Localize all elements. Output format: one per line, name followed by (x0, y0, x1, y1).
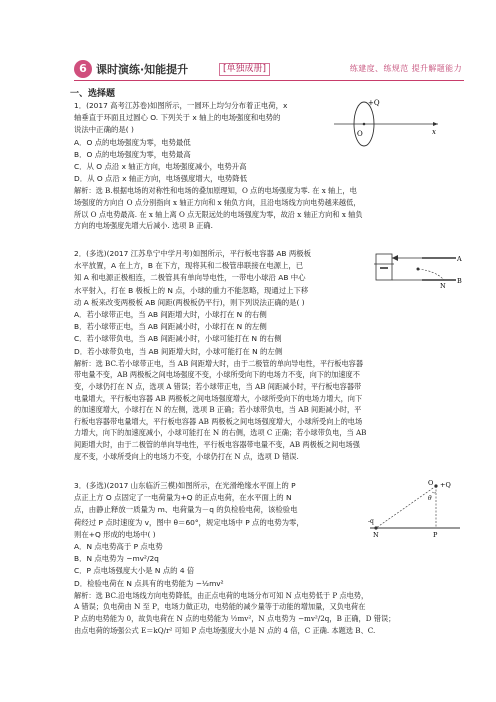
axis-label: x (432, 128, 436, 136)
charge-dot (434, 484, 437, 487)
theta-label: θ (428, 495, 432, 502)
q2-analysis-line: 行板电容器带电量增大，平行板电容器 AB 两极板之间电场强度增大，小球所受向上的电场 (74, 416, 363, 426)
q1-stem-line: 说法中正确的是( ) (74, 125, 134, 135)
point-charge-figure (366, 478, 466, 540)
ring-charge-figure (334, 96, 444, 158)
charge-q-label: -q (368, 518, 374, 525)
q2-analysis-line: 度不变，小球所受向上的电场力不变，小球仍打在 N 点，选项 D 错误. (74, 451, 299, 461)
q2-stem-line: 知 A 和电源正极相连，二极管具有单向导电性，一带电小球沿 AB 中心 (74, 273, 306, 283)
test-charge-dot (374, 526, 377, 529)
point-n-label: N (440, 282, 446, 290)
capacitor-figure (372, 250, 464, 290)
q3-option-d[interactable]: D．检验电荷在 N 点具有的电势能为 −½mv² (74, 578, 224, 588)
q1-analysis-line: 方向的电场强度先增大后减小. 选项 B 正确. (74, 221, 213, 231)
charge-label: +Q (368, 99, 380, 107)
arrow-right-icon (433, 122, 438, 126)
q2-stem-line: 动 A 板来改变两极板 AB 间距(两极板仍平行)，则下列说法正确的是( ) (74, 297, 305, 307)
plate-a-label: A (457, 255, 462, 263)
q3-analysis-line: A 错误；负电荷由 N 至 P，电场力做正功，电势能的减少量等于动能的增加量，又负电荷在 (74, 602, 366, 612)
q3-stem-line: 点正上方 O 点固定了一电荷量为+Q 的正点电荷，在水平面上的 N (74, 493, 292, 503)
q1-option-d[interactable]: D．从 O 点沿 x 轴正方向，电场强度增大，电势降低 (74, 174, 248, 184)
q1-analysis-line: 所以 O 点电势最高. 在 x 轴上离 O 点无限远处的电场强度为零，故沿 x 轴正方向和 x 轴负 (74, 209, 363, 219)
plate-b-label: B (457, 277, 462, 285)
q3-stem-line: 则在+Q 形成的电场中( ) (74, 529, 156, 539)
q1-analysis (74, 185, 471, 231)
q2-analysis-line: 解析：选 BC.若小球带正电，当 AB 间距增大时，由于二极管的单向导电性，平行板电容器 (74, 358, 364, 368)
q2-analysis-line: 变，小球仍打在 N 点，选项 A 错误；若小球带正电，当 AB 间距减小时，平行板电容器带 (74, 382, 362, 392)
q2-option-d[interactable]: D．若小球带负电，当 AB 间距增大时，小球可能打在 N 的左侧 (74, 346, 283, 356)
q2-option-a[interactable]: A．若小球带正电，当 AB 间距增大时，小球打在 N 的右侧 (74, 310, 267, 320)
q2-analysis-line: 力增大，向下的加速度减小，小球可能打在 N 的右侧，选项 C 正确；若小球带负电，当 AB (74, 428, 367, 438)
lesson-badge: 6 (74, 60, 92, 78)
q2-analysis-line: 间距增大时，由于二极管的单向导电性，平行板电容器带电量不变，AB 两极板之间电场强 (74, 439, 360, 449)
q1-option-a[interactable]: A．O 点的电场强度为零，电势最低 (74, 137, 191, 147)
q1-option-b[interactable]: B．O 点的电场强度为零，电势最高 (74, 149, 191, 159)
q2-stem-line: 2．(多选)(2017 江苏阜宁中学月考)如图所示，平行板电容器 AB 两极板 (74, 249, 311, 258)
q2-stem-line: 水平放置，A 在上方，B 在下方，现将其和二极管串联接在电源上，已 (74, 261, 304, 271)
center-dot (363, 123, 366, 126)
page-header (74, 58, 464, 82)
q3-analysis-line: 由点电荷的场强公式 E＝kQ/r² 可知 P 点电场强度大小是 N 点的 4 倍，C 正确. 本题选 B、C. (74, 625, 376, 635)
q3-analysis-line: P 点的电势能为 0，故负电荷在 N 点的电势能为 ½mv²，N 点电势为 −mv²/2q，B 正确，D 错误； (74, 614, 396, 624)
q1-stem-line: 1．(2017 高考江苏卷)如图所示，一圆环上均匀分布着正电荷，x (74, 101, 288, 110)
origin-label: O (428, 479, 434, 487)
q1-stem-line: 轴垂直于环面且过圆心 O. 下列关于 x 轴上的电场强度和电势的 (74, 113, 281, 123)
header-title: 课时演练·知能提升 (96, 63, 189, 76)
q2-option-c[interactable]: C．若小球带负电，当 AB 间距减小时，小球可能打在 N 的右侧 (74, 334, 282, 344)
point-p-label: P (433, 531, 438, 539)
point-n-label: N (373, 531, 379, 539)
q3-stem-line: 3．(多选)(2017 山东临沂三模)如图所示，在光滑绝缘水平面上的 P (74, 481, 296, 490)
origin-label: O (357, 130, 363, 138)
q2-analysis-line: 的加速度增大，小球打在 N 的左侧，选项 B 正确；若小球带负电，当 AB 间距减小时，平 (74, 405, 362, 415)
q2-analysis (74, 358, 471, 462)
q3-analysis (74, 590, 471, 636)
q3-analysis-line: 解析：选 BC.沿电场线方向电势降低，由正点电荷的电场分布可知 N 点电势低于 P 点电势， (74, 590, 369, 600)
q3-option-c[interactable]: C．P 点电场强度大小是 N 点的 4 倍 (74, 566, 195, 576)
header-motto: 练建度、练规范 提升解题能力 (349, 64, 462, 73)
circuit-wire (376, 254, 392, 280)
q2-stem-line: 水平射入，打在 B 极板上的 N 点，小球的重力不能忽略，现通过上下移 (74, 285, 309, 295)
q2-analysis-line: 电量增大，平行板电容器 AB 两极板之间电场强度增大，小球所受向下的电场力增大，向下 (74, 393, 363, 403)
q3-option-b[interactable]: B．N 点电势为 −mv²/2q (74, 554, 159, 564)
header-rule (74, 80, 464, 81)
q2-analysis-line: 带电量不变，AB 两极板之间电场强度不变，小球所受向下的电场力不变，向下的加速度不 (74, 370, 360, 380)
section-title: 一、选择题 (70, 89, 116, 99)
q3-option-a[interactable]: A．N 点电势高于 P 点电势 (74, 542, 163, 552)
header-tag: [单独成册] (219, 63, 270, 76)
charge-label: +Q (440, 481, 451, 489)
q3-stem-line: 点，由静止释放一质量为 m、电荷量为－q 的负检验电荷，该检验电 (74, 505, 298, 515)
q1-analysis-line: 解析：选 B.根据电场的对称性和电场的叠加原理知，O 点的电场强度为零. 在 x 轴上，电 (74, 186, 357, 196)
q1-analysis-line: 场强度的方向自 O 点分别指向 x 轴正方向和 x 轴负方向，且沿电场线方向电势越来越低， (74, 198, 361, 208)
q3-stem-line: 荷经过 P 点时速度为 v，图中 θ＝60°，规定电场中 P 点的电势为零， (74, 517, 304, 527)
angle-arc (432, 492, 436, 493)
ball-icon (417, 268, 420, 271)
q2-option-b[interactable]: B．若小球带正电，当 AB 间距减小时，小球打在 N 的左侧 (74, 322, 267, 332)
trajectory-line (418, 269, 444, 280)
slant-dashed-line (376, 486, 436, 528)
q1-option-c[interactable]: C．从 O 点沿 x 轴正方向，电场强度减小，电势升高 (74, 162, 247, 172)
